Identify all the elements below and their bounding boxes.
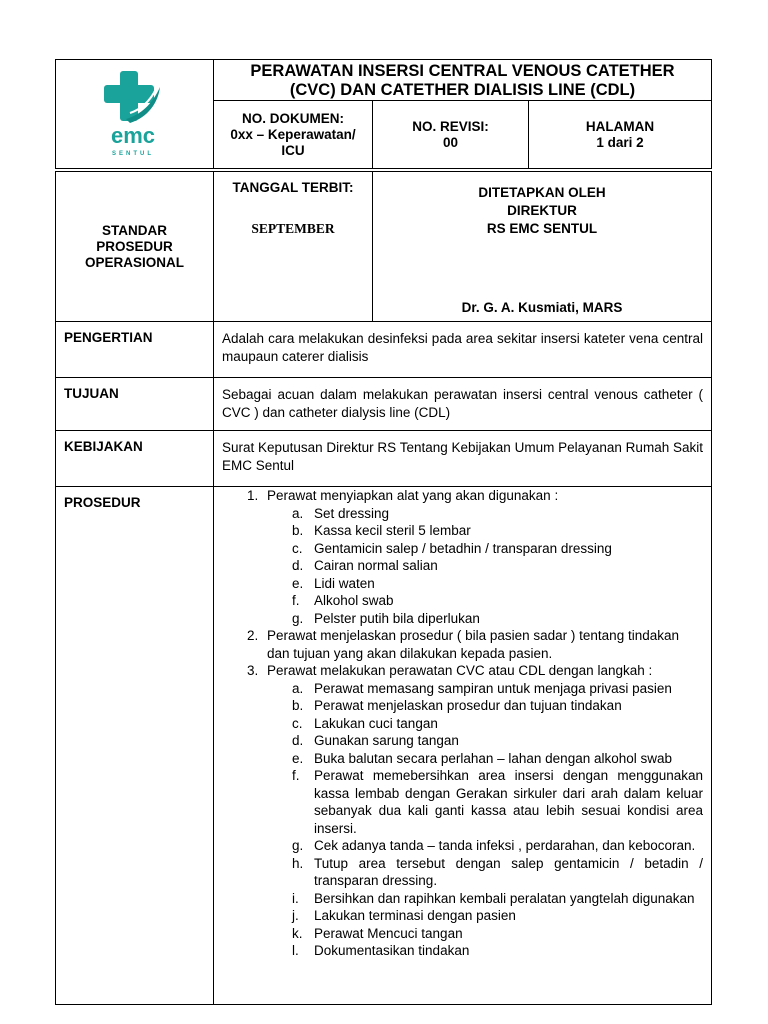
substep-letter: g.	[292, 838, 304, 853]
document-title	[214, 60, 712, 101]
substep-letter: b.	[292, 698, 304, 713]
prosedur-step	[222, 487, 703, 505]
substep-text: Bersihkan dan rapihkan kembali peralatan yangtelah digunakan	[314, 890, 695, 906]
step-number: 2.	[247, 628, 259, 643]
substep-letter: f.	[292, 593, 300, 608]
substep-letter: a.	[292, 505, 304, 521]
tanggal-terbit-cell	[214, 172, 373, 322]
logo-text: emc	[110, 123, 155, 148]
substep-text: Tutup area tersebut dengan salep gentamicin / betadin / transparan dressing.	[314, 855, 703, 888]
substep-text: Dokumentasikan tindakan	[314, 943, 470, 958]
substep-item	[222, 732, 703, 750]
substep-letter: e.	[292, 750, 304, 766]
spo-table	[55, 171, 712, 1005]
ditetapkan-line-3: RS EMC SENTUL	[486, 221, 598, 236]
pengertian-label: PENGERTIAN	[56, 322, 214, 378]
step-sublist	[222, 680, 703, 960]
kebijakan-label: KEBIJAKAN	[56, 431, 214, 487]
substep-text: Perawat memebersihkan area insersi dengan menggunakan kassa lembab dengan Gerakan sirkuler dari arah dalam keluar sebanyak dua kali ganti kassa atau lebih sesuai kondisi area insersi.	[314, 768, 703, 836]
substep-text: Gentamicin salep / betadhin / transparan dressing	[314, 540, 612, 556]
substep-letter: b.	[292, 523, 304, 538]
substep-text: Buka balutan secara perlahan – lahan dengan alkohol swab	[314, 750, 673, 766]
substep-letter: j.	[292, 908, 299, 923]
pengertian-text: Adalah cara melakukan desinfeksi pada area sekitar insersi kateter vena central maupaun caterer dialisis	[214, 322, 712, 378]
substep-letter: g.	[292, 610, 304, 626]
substep-item	[222, 890, 703, 908]
substep-letter: f.	[292, 768, 300, 783]
substep-item	[222, 925, 703, 943]
no-revisi-value: 00	[442, 134, 459, 150]
substep-letter: h.	[292, 855, 304, 871]
title-line-2: (CVC) DAN CATETHER DIALISIS LINE (CDL)	[289, 80, 636, 99]
prosedur-steps	[222, 487, 703, 960]
substep-letter: l.	[292, 943, 299, 958]
spo-line-3: OPERASIONAL	[84, 254, 184, 270]
substep-text: Perawat memasang sampiran untuk menjaga privasi pasien	[314, 680, 672, 696]
step-number: 1.	[247, 488, 259, 503]
kebijakan-text: Surat Keputusan Direktur RS Tentang Kebijakan Umum Pelayanan Rumah Sakit EMC Sentul	[214, 431, 712, 487]
substep-text: Cek adanya tanda – tanda infeksi , perdarahan, dan kebocoran.	[314, 838, 696, 853]
tanggal-terbit-label: TANGGAL TERBIT:	[232, 180, 354, 195]
substep-text: Cairan normal salian	[314, 558, 438, 573]
substep-letter: d.	[292, 558, 304, 573]
substep-item	[222, 680, 703, 698]
no-dokumen-value-1: 0xx – Keperawatan/	[230, 126, 356, 142]
tanggal-terbit-value: SEPTEMBER	[251, 221, 335, 236]
substep-letter: i.	[292, 890, 299, 906]
substep-text: Gunakan sarung tangan	[314, 733, 459, 748]
substep-text: Lakukan terminasi dengan pasien	[314, 908, 516, 923]
substep-text: Lakukan cuci tangan	[314, 715, 438, 731]
substep-letter: c.	[292, 715, 303, 731]
substep-text: Kassa kecil steril 5 lembar	[314, 523, 471, 538]
substep-text: Lidi waten	[314, 575, 375, 591]
substep-letter: a.	[292, 680, 304, 696]
substep-item	[222, 592, 703, 610]
substep-letter: d.	[292, 733, 304, 748]
substep-text: Set dressing	[314, 505, 390, 521]
substep-item	[222, 767, 703, 837]
halaman-cell	[529, 101, 712, 169]
substep-item	[222, 505, 703, 523]
substep-item	[222, 557, 703, 575]
substep-item	[222, 575, 703, 593]
spo-title-cell	[56, 172, 214, 322]
substep-item	[222, 907, 703, 925]
substep-text: Perawat menjelaskan prosedur dan tujuan tindakan	[314, 698, 622, 713]
substep-letter: c.	[292, 540, 303, 556]
logo-subtext: SENTUL	[111, 151, 154, 157]
spo-line-1: STANDAR	[102, 222, 167, 238]
prosedur-step	[222, 662, 703, 680]
substep-item	[222, 837, 703, 855]
no-revisi-cell	[373, 101, 529, 169]
title-line-1: PERAWATAN INSERSI CENTRAL VENOUS CATETHER	[250, 61, 675, 80]
substep-item	[222, 750, 703, 768]
step-text: Perawat melakukan perawatan CVC atau CDL dengan langkah :	[267, 663, 653, 678]
tujuan-text: Sebagai acuan dalam melakukan perawatan insersi central venous catheter ( CVC ) dan catheter dialysis line (CDL)	[214, 378, 712, 431]
emc-logo	[100, 69, 170, 159]
penetap-cell	[373, 172, 712, 322]
signatory-name: Dr. G. A. Kusmiati, MARS	[461, 300, 623, 315]
document-header	[55, 59, 712, 169]
step-sublist	[222, 505, 703, 628]
step-text: Perawat menyiapkan alat yang akan digunakan :	[267, 488, 559, 503]
halaman-label: HALAMAN	[585, 118, 655, 134]
substep-item	[222, 715, 703, 733]
step-text: Perawat menjelaskan prosedur ( bila pasien sadar ) tentang tindakan dan tujuan yang akan dilakukan kepada pasien.	[267, 628, 679, 661]
prosedur-content	[214, 487, 712, 1005]
logo-cell	[56, 60, 214, 169]
ditetapkan-line-1: DITETAPKAN OLEH	[478, 185, 606, 200]
ditetapkan-line-2: DIREKTUR	[507, 203, 577, 218]
substep-item	[222, 942, 703, 960]
substep-text: Alkohol swab	[314, 593, 394, 608]
prosedur-step	[222, 627, 703, 662]
substep-letter: e.	[292, 575, 304, 591]
no-dokumen-label: NO. DOKUMEN:	[242, 110, 344, 126]
spo-line-2: PROSEDUR	[96, 238, 173, 254]
substep-item	[222, 540, 703, 558]
step-number: 3.	[247, 663, 259, 678]
substep-item	[222, 855, 703, 890]
substep-item	[222, 610, 703, 628]
no-dokumen-cell	[214, 101, 373, 169]
substep-letter: k.	[292, 925, 303, 941]
substep-text: Perawat Mencuci tangan	[314, 925, 463, 941]
no-dokumen-value-2: ICU	[281, 142, 305, 158]
tujuan-label: TUJUAN	[56, 378, 214, 431]
substep-item	[222, 697, 703, 715]
halaman-value: 1 dari 2	[596, 134, 644, 150]
no-revisi-label: NO. REVISI:	[412, 118, 489, 134]
substep-item	[222, 522, 703, 540]
prosedur-label: PROSEDUR	[56, 487, 214, 1005]
substep-text: Pelster putih bila diperlukan	[314, 610, 480, 626]
